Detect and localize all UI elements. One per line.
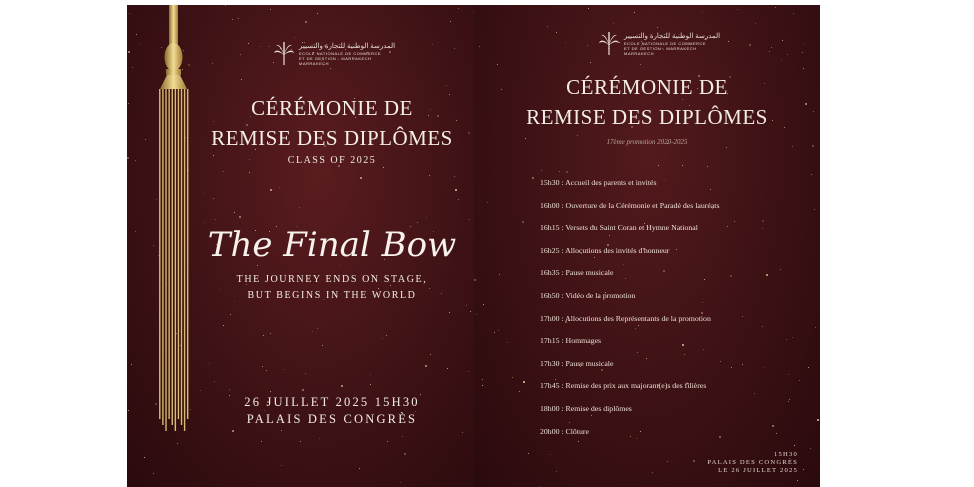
footer-date: LE 26 JUILLET 2025 <box>718 467 798 474</box>
sparkle <box>135 231 136 232</box>
sparkle <box>803 469 804 470</box>
sparkle <box>446 85 447 86</box>
sparkle <box>129 13 130 14</box>
sparkle <box>425 365 427 367</box>
sparkle <box>136 34 137 35</box>
tassel-strand <box>165 89 167 431</box>
sparkle <box>519 391 520 392</box>
sparkle <box>810 448 811 449</box>
footer-time: 15H30 <box>774 451 798 458</box>
sparkle <box>128 103 129 104</box>
sparkle <box>775 7 776 8</box>
cover-title-line2: REMISE DES DIPLÔMES <box>211 126 453 150</box>
sparkle <box>212 63 213 64</box>
logo-line2: ET DE GESTION - MARRAKECH <box>299 55 372 61</box>
sparkle <box>793 13 794 14</box>
sparkle <box>145 139 146 140</box>
sparkle <box>805 103 807 105</box>
sparkle <box>483 304 484 305</box>
tassel-strand <box>162 89 164 425</box>
sparkle <box>476 314 477 315</box>
event-date: 26 JUILLET 2025 15H30 <box>244 395 420 409</box>
sparkle <box>802 52 803 53</box>
sparkle <box>302 389 304 391</box>
sparkle <box>541 170 542 171</box>
sparkle <box>139 44 140 45</box>
sparkle <box>257 265 258 266</box>
program-item: 20h00 : Clôture <box>540 426 589 436</box>
sparkle <box>815 327 816 328</box>
sparkle <box>341 385 343 387</box>
logo-arabic-text: المدرسة الوطنية للتجارة والتسيير <box>299 42 396 50</box>
sparkle <box>474 279 476 281</box>
sparkle <box>294 37 295 38</box>
program-title-line2: REMISE DES DIPLÔMES <box>526 105 768 129</box>
tassel-strand <box>159 89 161 419</box>
sparkle <box>482 379 483 380</box>
logo-city: MARRAKECH <box>624 50 655 56</box>
program-item: 17h15 : Hommages <box>540 336 602 346</box>
program-item: 17h30 : Pause musicale <box>540 358 614 368</box>
sparkle <box>223 325 224 326</box>
sparkle <box>260 46 261 47</box>
sparkle <box>432 44 433 45</box>
sparkle <box>498 330 499 331</box>
sparkle <box>215 219 216 220</box>
sparkle <box>402 436 403 437</box>
logo-line1: ECOLE NATIONALE DE COMMERCE <box>299 50 382 56</box>
sparkle <box>547 26 548 27</box>
sparkle <box>497 64 498 65</box>
sparkle <box>566 171 568 173</box>
sparkle <box>263 335 264 336</box>
class-of-label: CLASS OF 2025 <box>287 155 377 166</box>
sparkle <box>682 165 683 166</box>
sparkle <box>550 454 551 455</box>
sparkle <box>319 438 320 439</box>
sparkle <box>300 441 301 442</box>
sparkle <box>726 147 727 148</box>
sparkle <box>127 157 129 159</box>
sparkle <box>707 166 708 167</box>
footer-venue: PALAIS DES CONGRÈS <box>707 459 798 466</box>
sparkle <box>728 41 729 42</box>
sparkle <box>812 145 814 147</box>
sparkle <box>400 482 401 483</box>
program-item: 16h50 : Vidéo de la promotion <box>540 290 636 300</box>
sparkle <box>426 217 427 218</box>
sparkle <box>814 209 815 210</box>
sparkle <box>613 23 614 24</box>
journey-line2: BUT BEGINS IN THE WORLD <box>247 290 417 301</box>
sparkle <box>270 189 272 191</box>
tassel-icon <box>147 5 207 435</box>
sparkle <box>131 364 132 365</box>
sparkle <box>404 453 406 455</box>
sparkle <box>658 165 659 166</box>
sparkle <box>512 377 513 378</box>
sparkle <box>634 12 635 13</box>
sparkle <box>640 64 641 65</box>
sparkle <box>430 354 431 355</box>
sparkle <box>565 42 566 43</box>
sparkle <box>229 389 230 390</box>
sparkle <box>387 441 388 442</box>
sparkle <box>479 46 480 47</box>
palm-logo-icon <box>598 31 620 57</box>
sparkle <box>279 187 280 188</box>
sparkle <box>305 21 307 23</box>
sparkle <box>528 453 529 454</box>
sparkle <box>232 430 234 432</box>
sparkle <box>266 370 267 371</box>
cover-title <box>197 93 467 153</box>
sparkle <box>499 274 500 275</box>
program-footer <box>707 451 798 475</box>
script-title: The Final Bow <box>207 225 457 265</box>
sparkle <box>501 89 502 90</box>
sparkle <box>383 167 384 168</box>
sparkle <box>559 171 560 172</box>
sparkle <box>693 460 695 462</box>
palm-logo-icon <box>273 41 295 67</box>
sparkle <box>455 189 457 191</box>
sparkle <box>270 333 271 334</box>
sparkle <box>769 51 770 52</box>
sparkle <box>667 461 668 462</box>
sparkle <box>230 314 231 315</box>
sparkle <box>270 9 271 10</box>
sparkle <box>532 177 534 179</box>
invitation-program <box>474 5 820 487</box>
sparkle <box>450 21 451 22</box>
sparkle <box>249 172 250 173</box>
sparkle <box>494 332 495 333</box>
sparkle <box>370 384 371 385</box>
sparkle <box>317 13 318 14</box>
logo-city: MARRAKECH <box>299 60 330 66</box>
logo-arabic-text: المدرسة الوطنية للتجارة والتسيير <box>624 32 721 40</box>
sparkle <box>577 135 578 136</box>
sparkle <box>449 312 450 313</box>
sparkle <box>522 221 524 223</box>
logo-line1: ECOLE NATIONALE DE COMMERCE <box>624 40 707 46</box>
sparkle <box>787 54 788 55</box>
sparkle <box>305 373 306 374</box>
sparkle <box>232 19 233 20</box>
program-title-line1: CÉRÉMONIE DE <box>566 75 728 99</box>
sparkle <box>458 8 459 9</box>
sparkle <box>370 374 371 375</box>
sparkle <box>214 381 215 382</box>
program-item: 16h35 : Pause musicale <box>540 268 614 278</box>
sparkle <box>238 18 239 19</box>
sparkle <box>209 363 210 364</box>
sparkle <box>466 305 467 306</box>
sparkle <box>225 5 226 6</box>
sparkle <box>240 54 241 55</box>
sparkle <box>782 40 783 41</box>
sparkle <box>360 177 362 179</box>
sparkle <box>487 202 488 203</box>
sparkle <box>811 174 812 175</box>
sparkle <box>382 338 383 339</box>
school-logo-right <box>598 31 720 57</box>
invitation-cover <box>127 5 474 487</box>
program-title <box>512 72 782 132</box>
sparkle <box>588 8 589 9</box>
program-item: 18h00 : Remise des diplômes <box>540 403 632 413</box>
sparkle <box>312 331 313 332</box>
sparkle <box>468 132 470 134</box>
sparkle <box>177 443 178 444</box>
sparkle <box>590 62 591 63</box>
sparkle <box>737 9 738 10</box>
sparkle <box>470 311 471 312</box>
sparkle <box>299 207 300 208</box>
cover-title-line1: CÉRÉMONIE DE <box>251 96 413 120</box>
sparkle <box>330 68 331 69</box>
sparkle <box>386 335 387 336</box>
sparkle <box>317 328 318 329</box>
sparkle <box>652 472 653 473</box>
sparkle <box>755 23 756 24</box>
sparkle <box>128 51 130 53</box>
logo-line2: ET DE GESTION - MARRAKECH <box>624 45 697 51</box>
sparkle <box>213 198 214 199</box>
sparkle <box>556 471 557 472</box>
tassel-strand <box>171 89 173 425</box>
sparkle <box>458 199 459 200</box>
sparkle <box>454 176 455 177</box>
sparkle <box>469 219 470 220</box>
sparkle <box>447 368 448 369</box>
program-item: 15h30 : Accueil des parents et invités <box>540 178 657 187</box>
program-item: 16h00 : Ouverture de la Cérémonie et Parade des lauréats <box>540 200 720 210</box>
sparkle <box>144 457 145 458</box>
sparkle <box>128 410 129 411</box>
sparkle <box>261 441 262 442</box>
sparkle <box>153 473 154 474</box>
sparkle <box>749 44 751 46</box>
journey-text <box>197 272 467 304</box>
sparkle <box>587 45 588 46</box>
school-logo <box>273 41 395 67</box>
journey-line1: THE JOURNEY ENDS ON STAGE, <box>236 274 428 285</box>
sparkle <box>797 480 798 481</box>
sparkle <box>657 27 658 28</box>
sparkle <box>429 175 430 176</box>
sparkle <box>523 381 525 383</box>
sparkle <box>284 369 285 370</box>
sparkle <box>359 468 360 469</box>
sparkle <box>340 265 341 266</box>
tassel-strand <box>181 89 183 425</box>
promotion-label: 17ème promotion 2020-2025 <box>606 138 688 146</box>
tassel-strand <box>175 89 177 431</box>
sparkle <box>803 43 804 44</box>
sparkle <box>132 67 133 68</box>
program-item: 17h45 : Remise des prix aux majorant(e)s des filières <box>540 381 707 391</box>
sparkle <box>234 212 235 213</box>
sparkle <box>803 68 804 69</box>
sparkle <box>417 222 418 223</box>
sparkle <box>702 11 703 12</box>
sparkle <box>248 43 249 44</box>
program-item: 17h00 : Allocutions des Représentants de la promotion <box>540 313 711 323</box>
event-venue: PALAIS DES CONGRÈS <box>246 412 418 426</box>
sparkle <box>482 385 483 386</box>
sparkle <box>468 371 469 372</box>
sparkle <box>223 171 224 172</box>
sparkle <box>269 46 270 47</box>
tassel-strand <box>178 89 180 419</box>
sparkle <box>781 59 782 60</box>
sparkle <box>817 419 819 421</box>
sparkle <box>784 127 785 128</box>
tassel-strand <box>168 89 170 419</box>
sparkle <box>135 160 136 161</box>
sparkle <box>281 430 282 431</box>
program-list <box>540 177 810 448</box>
sparkle <box>507 342 508 343</box>
sparkle <box>454 48 455 49</box>
event-date-venue <box>197 394 467 428</box>
sparkle <box>813 111 814 112</box>
sparkle <box>462 432 463 433</box>
sparkle <box>556 32 557 33</box>
sparkle <box>322 345 323 346</box>
sparkle <box>241 79 242 80</box>
sparkle <box>262 366 263 367</box>
sparkle <box>771 47 772 48</box>
tassel-strand <box>184 89 186 431</box>
program-item: 16h25 : Allocutions des invités d'honneur <box>540 245 670 255</box>
sparkle <box>239 216 241 218</box>
sparkle <box>281 465 282 466</box>
sparkle <box>270 391 271 392</box>
program-item: 16h15 : Versets du Saint Coran et Hymne National <box>540 223 698 233</box>
tassel-strand <box>187 89 189 419</box>
sparkle <box>792 146 793 147</box>
